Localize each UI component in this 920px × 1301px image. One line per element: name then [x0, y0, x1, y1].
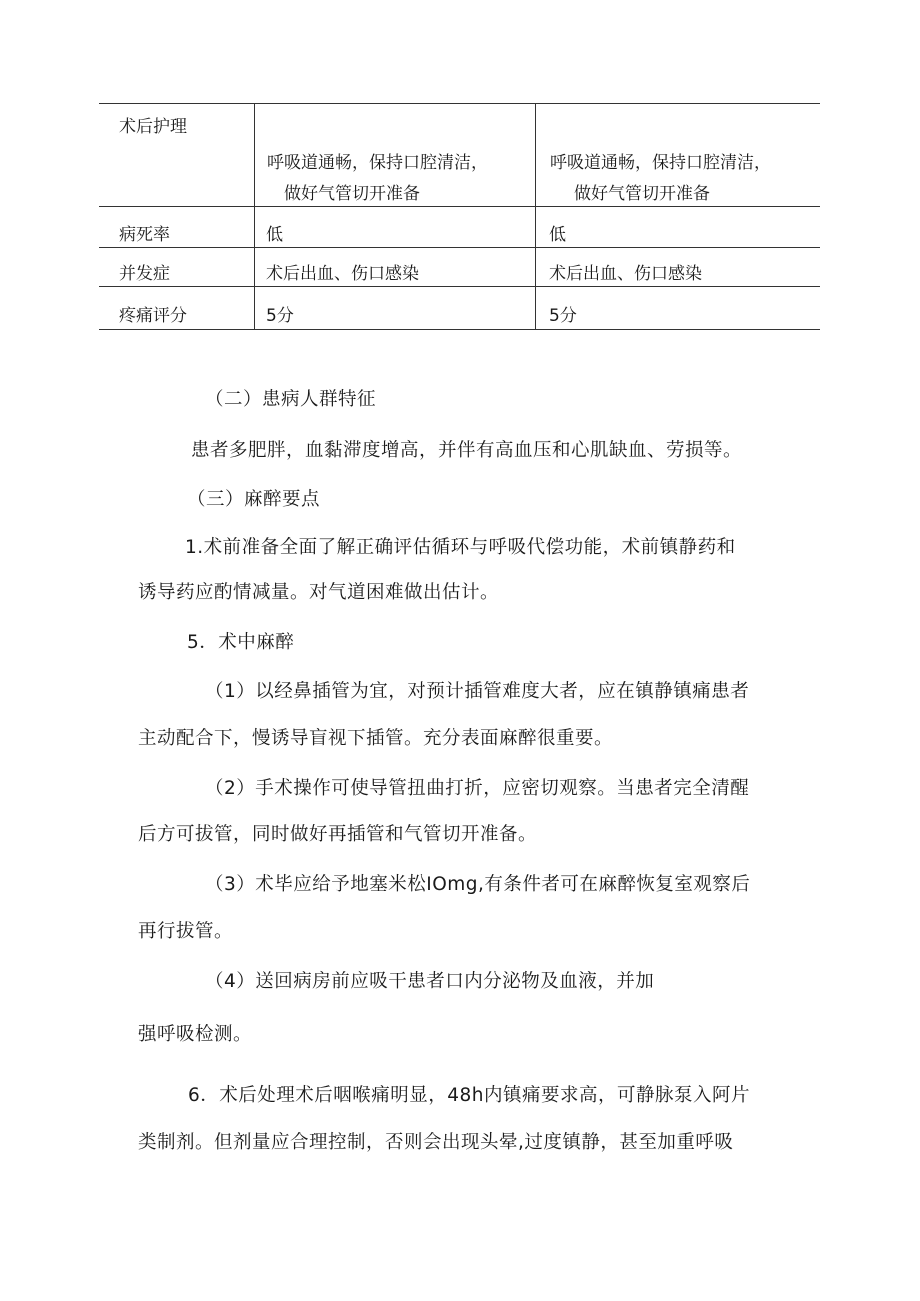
- cell-line: 做好气管切开准备: [574, 184, 710, 204]
- column-divider: [254, 103, 255, 330]
- row-label-pain-score: 疼痛评分: [119, 306, 187, 326]
- cell-line: 做好气管切开准备: [284, 184, 420, 204]
- cell-complications-col2: 术后出血、伤口感染: [549, 264, 702, 284]
- sub4-line2: 强呼吸检测。: [138, 1024, 253, 1045]
- cell-postop-care-col1: [267, 148, 488, 210]
- column-divider: [535, 103, 536, 330]
- sub4-line1: （4）送回病房前应吸干患者口内分泌物及血液，并加: [205, 971, 655, 992]
- table-top-border: [99, 103, 820, 104]
- row-divider: [99, 286, 820, 287]
- cell-mortality-col2: 低: [549, 225, 566, 245]
- item5-heading: 5．术中麻醉: [187, 632, 295, 653]
- item1-line1: 1.术前准备全面了解正确评估循环与呼吸代偿功能，术前镇静药和: [185, 537, 736, 558]
- sub3-line1: （3）术毕应给予地塞米松IOmg,有条件者可在麻醉恢复室观察后: [205, 874, 751, 895]
- cell-line: 呼吸道通畅，保持口腔清洁，: [550, 153, 771, 173]
- row-label-postop-care: 术后护理: [119, 117, 187, 137]
- item6-line2: 类制剂。但剂量应合理控制，否则会出现头晕,过度镇静，甚至加重呼吸: [138, 1132, 734, 1153]
- sub3-line2: 再行拔管。: [138, 921, 234, 942]
- cell-mortality-col1: 低: [266, 225, 283, 245]
- sub1-line1: （1）以经鼻插管为宜，对预计插管难度大者，应在镇静镇痛患者: [205, 681, 750, 702]
- paragraph-patient-characteristics: 患者多肥胖，血黏滞度增高，并伴有高血压和心肌缺血、劳损等。: [191, 440, 743, 461]
- row-label-mortality: 病死率: [119, 225, 170, 245]
- row-divider: [99, 247, 820, 248]
- sub1-line2: 主动配合下，慢诱导盲视下插管。充分表面麻醉很重要。: [138, 728, 614, 749]
- section-heading-anesthesia-points: （三）麻醉要点: [187, 489, 321, 510]
- cell-postop-care-col2: [550, 148, 771, 210]
- row-label-complications: 并发症: [119, 264, 170, 284]
- comparison-table: [99, 103, 820, 330]
- cell-line: 呼吸道通畅，保持口腔清洁，: [267, 153, 488, 173]
- table-bottom-border: [99, 329, 820, 330]
- cell-pain-score-col1: 5分: [266, 306, 294, 326]
- cell-pain-score-col2: 5分: [549, 306, 577, 326]
- cell-complications-col1: 术后出血、伤口感染: [266, 264, 419, 284]
- section-heading-patient-characteristics: （二）患病人群特征: [205, 389, 377, 410]
- sub2-line1: （2）手术操作可使导管扭曲打折，应密切观察。当患者完全清醒: [205, 778, 750, 799]
- item1-line2: 诱导药应酌情减量。对气道困难做出估计。: [138, 582, 500, 603]
- item6-line1: 6．术后处理术后咽喉痛明显，48h内镇痛要求高，可静脉泵入阿片: [188, 1085, 751, 1106]
- sub2-line2: 后方可拔管，同时做好再插管和气管切开准备。: [138, 824, 538, 845]
